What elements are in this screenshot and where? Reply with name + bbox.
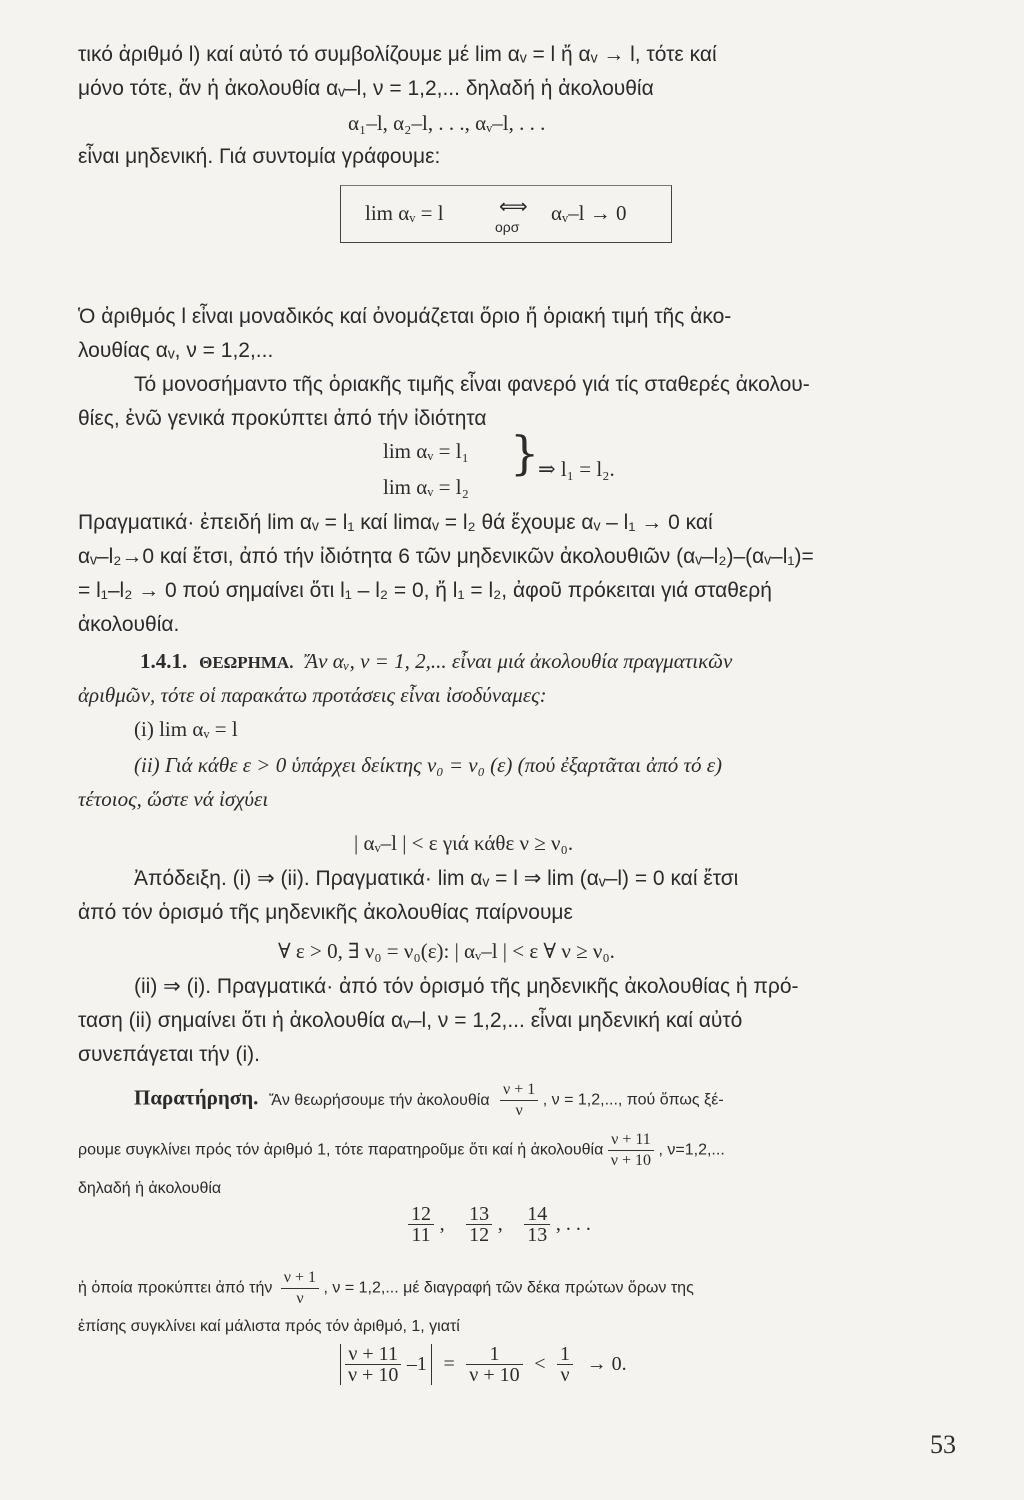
text-line-15: ἀκολουθία. — [78, 613, 180, 636]
epsilon-inequality: | αᵥ–l | < ε γιά κάθε ν ≥ ν₀. — [354, 831, 574, 855]
text-line-9: θίες, ἐνῶ γενικά προκύπτει ἀπό τήν ἰδιότητα — [78, 407, 487, 430]
remark-line-5 — [78, 1268, 694, 1309]
proof-line-4: (ii) ⇒ (i). Πραγματικά· ἀπό τόν ὁρισμό τῆς μηδενικῆς ἀκολουθίας ἡ πρό- — [134, 975, 799, 998]
right-brace: } — [510, 426, 540, 480]
fraction-denominator: ν + 10 — [610, 1152, 652, 1169]
remark-line-2 — [78, 1130, 725, 1171]
fraction-sequence — [408, 1204, 591, 1245]
separator: , — [497, 1212, 503, 1235]
fraction-numerator: 12 — [408, 1204, 434, 1225]
fraction-numerator: ν + 1 — [281, 1268, 319, 1289]
theorem-text-1: Ἄν αᵥ, ν = 1, 2,... εἶναι μιά ἀκολουθία πραγματικῶν — [305, 649, 733, 673]
sequence-terms: α₁–l, α₂–l, . . ., αᵥ–l, . . . — [348, 111, 546, 135]
fraction-13-12 — [466, 1204, 492, 1245]
arrow-label: ορσ — [495, 219, 520, 235]
fraction-denominator: 11 — [411, 1224, 431, 1246]
equivalence-arrow: ⟺ — [499, 196, 528, 218]
fraction-numerator: 14 — [524, 1204, 550, 1225]
text-line-2: μόνο τότε, ἄν ἡ ἀκολουθία αᵥ–l, ν = 1,2,... δηλαδή ἡ ἀκολουθία — [78, 77, 654, 100]
statement-ii-cont: τέτοιος, ὥστε νά ἰσχύει — [78, 787, 269, 811]
tends-to-zero: → 0. — [586, 1352, 627, 1375]
proof-line-2: ἀπό τόν ὁρισμό τῆς μηδενικῆς ἀκολουθίας παίρνουμε — [78, 901, 573, 924]
fraction-1-over-nu — [557, 1344, 573, 1385]
text-line-1: τικό ἀριθμό l) καί αὐτό τό συμβολίζουμε μέ lim αᵥ = l ἤ αᵥ → l, τότε καί — [78, 43, 717, 66]
less-than-sign: < — [534, 1352, 546, 1375]
fraction-1-over-nu-plus-10 — [466, 1344, 522, 1385]
fraction-nu-plus-11-b — [345, 1344, 401, 1385]
fraction-numerator: ν + 11 — [608, 1130, 654, 1151]
ellipsis: , . . . — [555, 1212, 591, 1235]
fraction-denominator: ν — [515, 1102, 523, 1119]
separator: , — [439, 1212, 445, 1235]
fraction-denominator: 12 — [469, 1224, 490, 1246]
fraction-denominator: 13 — [527, 1224, 548, 1246]
fraction-denominator: ν — [560, 1364, 570, 1386]
box-right: αᵥ–l → 0 — [551, 201, 627, 225]
fraction-nu-plus-11 — [608, 1130, 654, 1171]
fraction-denominator: ν + 10 — [469, 1364, 520, 1386]
text-line-12: Πραγματικά· ἐπειδή lim αᵥ = l₁ καί limαᵥ = l₂ θά ἔχουμε αᵥ – l₁ → 0 καί — [78, 511, 713, 534]
proof-line-5: ταση (ii) σημαίνει ὅτι ἡ ἀκολουθία αᵥ–l, ν = 1,2,... εἶναι μηδενική καί αὐτό — [78, 1009, 743, 1032]
theorem-heading — [140, 646, 732, 678]
minus-one: –1 — [406, 1352, 427, 1375]
statement-i: (i) lim αᵥ = l — [134, 717, 238, 741]
text-line-8: Τό μονοσήμαντο τῆς ὁριακῆς τιμῆς εἶναι φανερό γιά τίς σταθερές ἀκολου- — [134, 373, 810, 396]
equals-sign: = — [443, 1352, 455, 1375]
text-line-13: αᵥ–l₂→0 καί ἔτσι, ἀπό τήν ἰδιότητα 6 τῶν μηδενικῶν ἀκολουθιῶν (αᵥ–l₂)–(αᵥ–l₁)= — [78, 545, 814, 568]
text-line-6: Ὁ ἀριθμός l εἶναι μοναδικός καί ὀνομάζεται ὅριο ἤ ὁριακή τιμή τῆς ἀκο- — [78, 305, 732, 328]
text-line-7: λουθίας αᵥ, ν = 1,2,... — [78, 339, 274, 362]
proof-line-6: συνεπάγεται τήν (i). — [78, 1043, 260, 1066]
definition-box — [340, 185, 672, 243]
remark-line-1 — [134, 1080, 724, 1121]
remark-text-1b: , ν = 1,2,..., πού ὅπως ξέ- — [542, 1091, 724, 1109]
fraction-numerator: ν + 11 — [345, 1344, 401, 1365]
remark-text-2a: ρουμε συγκλίνει πρός τόν ἀριθμό 1, τότε παρατηροῦμε ὅτι καί ἡ ἀκολουθία — [78, 1141, 604, 1159]
theorem-number: 1.4.1. — [140, 649, 188, 673]
limit-l2: lim αᵥ = l₂ — [383, 475, 469, 499]
theorem-label: ΘΕΩΡΗΜΑ. — [199, 653, 294, 672]
fraction-numerator: 1 — [466, 1344, 522, 1365]
text-line-4: εἶναι μηδενική. Γιά συντομία γράφουμε: — [78, 145, 441, 168]
remark-text-5a: ἡ ὁποία προκύπτει ἀπό τήν — [78, 1279, 273, 1297]
fraction-nu-plus-1 — [500, 1080, 538, 1121]
fraction-denominator: ν — [296, 1290, 304, 1307]
remark-line-3: δηλαδή ἡ ἀκολουθία — [78, 1180, 222, 1197]
final-inequality — [340, 1344, 627, 1385]
absolute-value — [340, 1344, 432, 1385]
proof-formula: ∀ ε > 0, ∃ ν₀ = ν₀(ε): | αᵥ–l | < ε ∀ ν ≥ ν₀. — [278, 939, 615, 963]
remark-line-6: ἐπίσης συγκλίνει καί μάλιστα πρός τόν ἀριθμό, 1, γιατί — [78, 1318, 460, 1335]
page-number: 53 — [930, 1430, 956, 1459]
fraction-numerator: ν + 1 — [500, 1080, 538, 1101]
limit-result: ⇒ l₁ = l₂. — [538, 457, 615, 481]
fraction-numerator: 13 — [466, 1204, 492, 1225]
remark-text-2b: , ν=1,2,... — [658, 1141, 725, 1159]
text-line-14: = l₁–l₂ → 0 πού σημαίνει ὅτι l₁ – l₂ = 0, ἤ l₁ = l₂, ἀφοῦ πρόκειται γιά σταθερή — [78, 579, 772, 602]
fraction-nu-plus-1-b — [281, 1268, 319, 1309]
box-left: lim αᵥ = l — [365, 201, 444, 225]
fraction-14-13 — [524, 1204, 550, 1245]
remark-text-1a: Ἄν θεωρήσουμε τήν ἀκολουθία — [268, 1091, 490, 1109]
statement-ii: (ii) Γιά κάθε ε > 0 ὑπάρχει δείκτης ν₀ = ν₀ (ε) (πού ἐξαρτᾶται ἀπό τό ε) — [134, 753, 723, 777]
theorem-text-2: ἀριθμῶν, τότε οἱ παρακάτω προτάσεις εἶναι ἰσοδύναμες: — [78, 683, 547, 707]
fraction-denominator: ν + 10 — [348, 1364, 399, 1386]
remark-heading: Παρατήρηση. — [134, 1085, 259, 1110]
proof-line-1: Ἀπόδειξη. (i) ⇒ (ii). Πραγματικά· lim αᵥ = l ⇒ lim (αᵥ–l) = 0 καί ἔτσι — [134, 867, 739, 890]
remark-text-5b: , ν = 1,2,... μέ διαγραφή τῶν δέκα πρώτων ὅρων της — [323, 1279, 694, 1297]
limit-l1: lim αᵥ = l₁ — [383, 439, 469, 463]
fraction-numerator: 1 — [557, 1344, 573, 1365]
fraction-12-11 — [408, 1204, 434, 1245]
